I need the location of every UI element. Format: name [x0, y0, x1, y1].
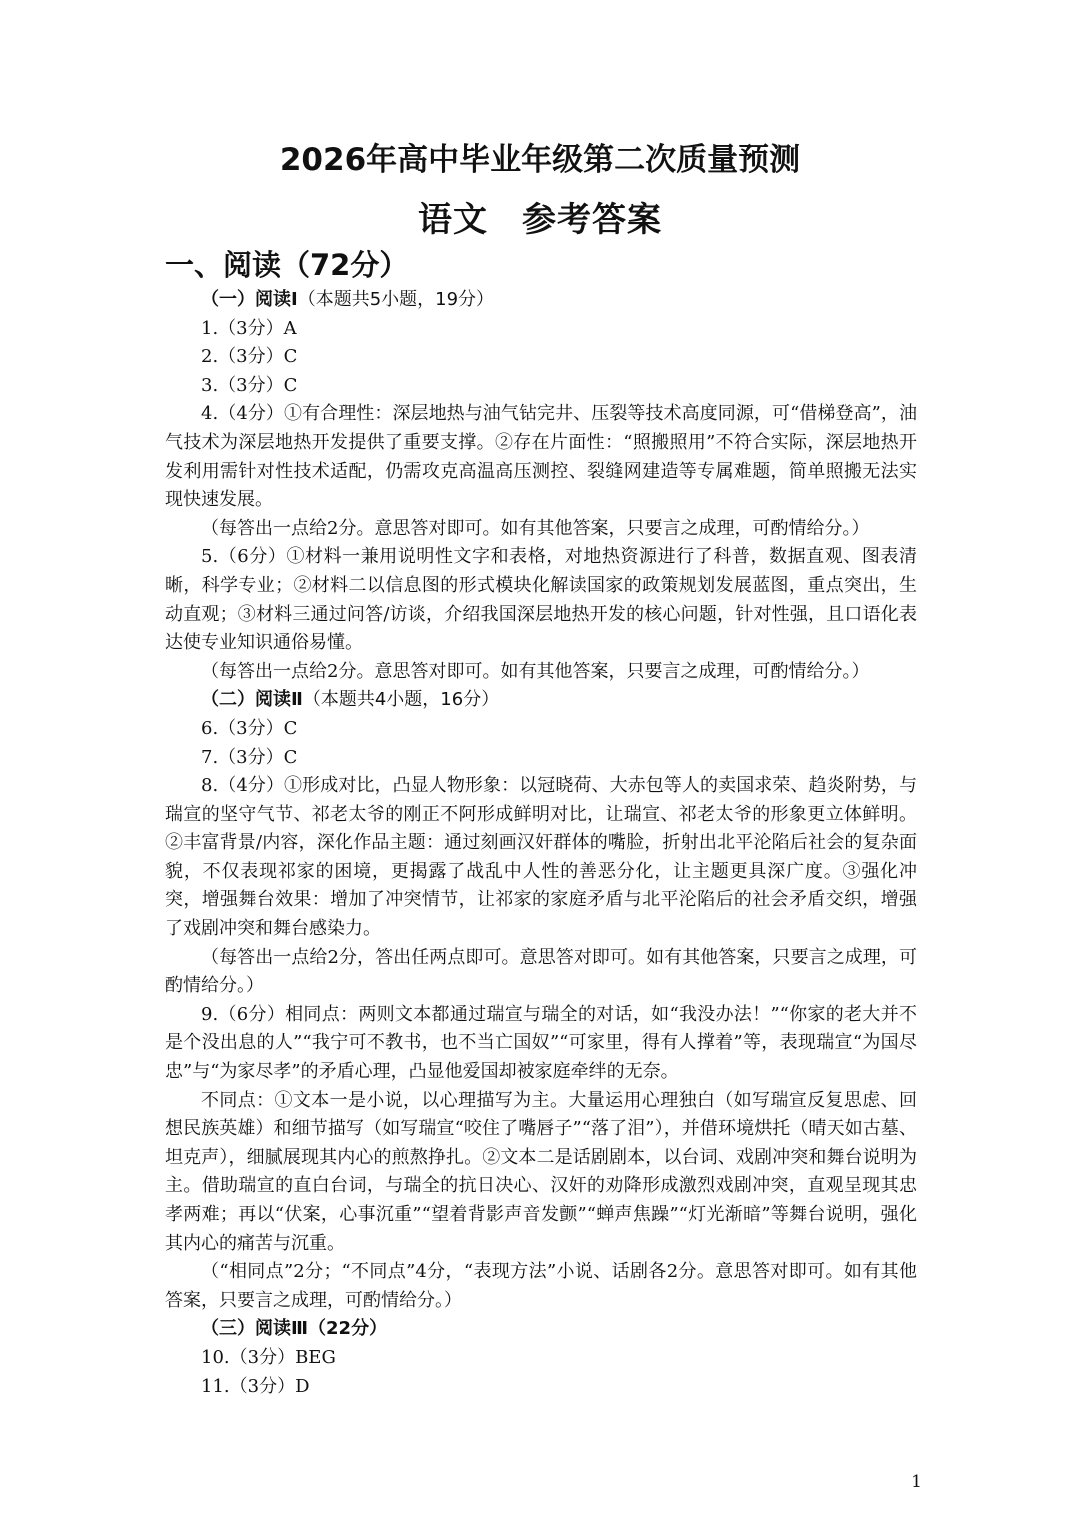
answer-q5: 5.（6分）①材料一兼用说明性文字和表格，对地热资源进行了科普，数据直观、图表清晰，科学专业；②材料二以信息图的形式模块化解读国家的政策规划发展蓝图，重点突出，生动直观；③材料三通过问答/访谈，介绍我国深层地热开发的核心问题，针对性强，且口语化表达使专业知识通俗易懂。: [165, 546, 917, 654]
part-heading-reading-3: [165, 1315, 917, 1344]
answer-q1: 1.（3分）A: [201, 317, 297, 339]
answer-content: [165, 286, 917, 1401]
document-title: 2026年高中毕业年级第二次质量预测: [279, 142, 801, 178]
part-heading-reading-2: [165, 686, 917, 715]
scoring-note-q5: （每答出一点给2分。意思答对即可。如有其他答案，只要言之成理，可酌情给分。）: [201, 660, 870, 682]
scoring-note-q8: （每答出一点给2分，答出任两点即可。意思答对即可。如有其他答案，只要言之成理，可酌情给分。）: [165, 946, 917, 997]
answer-q6: 6.（3分）C: [201, 717, 298, 739]
section-heading-reading: 一、阅读（72分）: [165, 248, 409, 282]
part-note: （本题共4小题，16分）: [302, 689, 500, 711]
answer-q11: 11.（3分）D: [201, 1375, 310, 1397]
answer-q9-differences: 不同点：①文本一是小说，以心理描写为主。大量运用心理独白（如写瑞宣反复思虑、回想民族英雄）和细节描写（如写瑞宣“咬住了嘴唇子”“落了泪”），并借环境烘托（晴天如古墓、坦克声），细腻展现其内心的煎熬挣扎。②文本二是话剧剧本，以台词、戏剧冲突和舞台说明为主。借助瑞宣的直白台词，与瑞全的抗日决心、汉奸的劝降形成激烈戏剧冲突，直观呈现其忠孝两难；再以“伏案，心事沉重”“望着背影声音发颤”“蝉声焦躁”“灯光渐暗”等舞台说明，强化其内心的痛苦与沉重。: [165, 1089, 917, 1254]
part-label: （三）阅读Ⅲ（22分）: [201, 1318, 388, 1340]
document-subtitle: [0, 198, 1080, 242]
answer-q4: 4.（4分）①有合理性：深层地热与油气钻完井、压裂等技术高度同源，可“借梯登高”，油气技术为深层地热开发提供了重要支撑。②存在片面性：“照搬照用”不符合实际，深层地热开发利用需针对性技术适配，仍需攻克高温高压测控、裂缝网建造等专属难题，简单照搬无法实现快速发展。: [165, 403, 917, 511]
part-note: （本题共5小题，19分）: [297, 289, 495, 310]
answer-q9-similarities: 9.（6分）相同点：两则文本都通过瑞宣与瑞全的对话，如“我没办法！”“你家的老大并不是个没出息的人”“我宁可不教书，也不当亡国奴”“可家里，得有人撑着”等，表现瑞宣“为国尽忠”与“为家尽孝”的矛盾心理，凸显他爱国却被家庭牵绊的无奈。: [165, 1003, 917, 1083]
scoring-note-q9: （“相同点”2分；“不同点”4分，“表现方法”小说、话剧各2分。意思答对即可。如有其他答案，只要言之成理，可酌情给分。）: [165, 1261, 917, 1311]
part-heading-reading-1: [165, 286, 917, 315]
subject-label: 语文: [418, 200, 488, 240]
answer-q8: 8.（4分）①形成对比，凸显人物形象：以冠晓荷、大赤包等人的卖国求荣、趋炎附势，与瑞宣的坚守气节、祁老太爷的刚正不阿形成鲜明对比，让瑞宣、祁老太爷的形象更立体鲜明。②丰富背景/内容，深化作品主题：通过刻画汉奸群体的嘴脸，折射出北平沦陷后社会的复杂面貌，不仅表现祁家的困境，更揭露了战乱中人性的善恶分化，让主题更具深广度。③强化冲突，增强舞台效果：增加了冲突情节，让祁家的家庭矛盾与北平沦陷后的社会矛盾交织，增强了戏剧冲突和舞台感染力。: [165, 775, 917, 940]
part-label: （二）阅读Ⅱ: [201, 689, 303, 711]
answer-q7: 7.（3分）C: [201, 746, 298, 768]
answer-q10: 10.（3分）BEG: [201, 1346, 336, 1368]
scoring-note-q4: （每答出一点给2分。意思答对即可。如有其他答案，只要言之成理，可酌情给分。）: [201, 517, 870, 539]
page-number: 1: [911, 1472, 922, 1492]
answer-q2: 2.（3分）C: [201, 346, 298, 368]
answer-q3: 3.（3分）C: [201, 374, 298, 396]
part-label: （一）阅读Ⅰ: [201, 289, 298, 310]
answer-label: 参考答案: [522, 200, 662, 240]
